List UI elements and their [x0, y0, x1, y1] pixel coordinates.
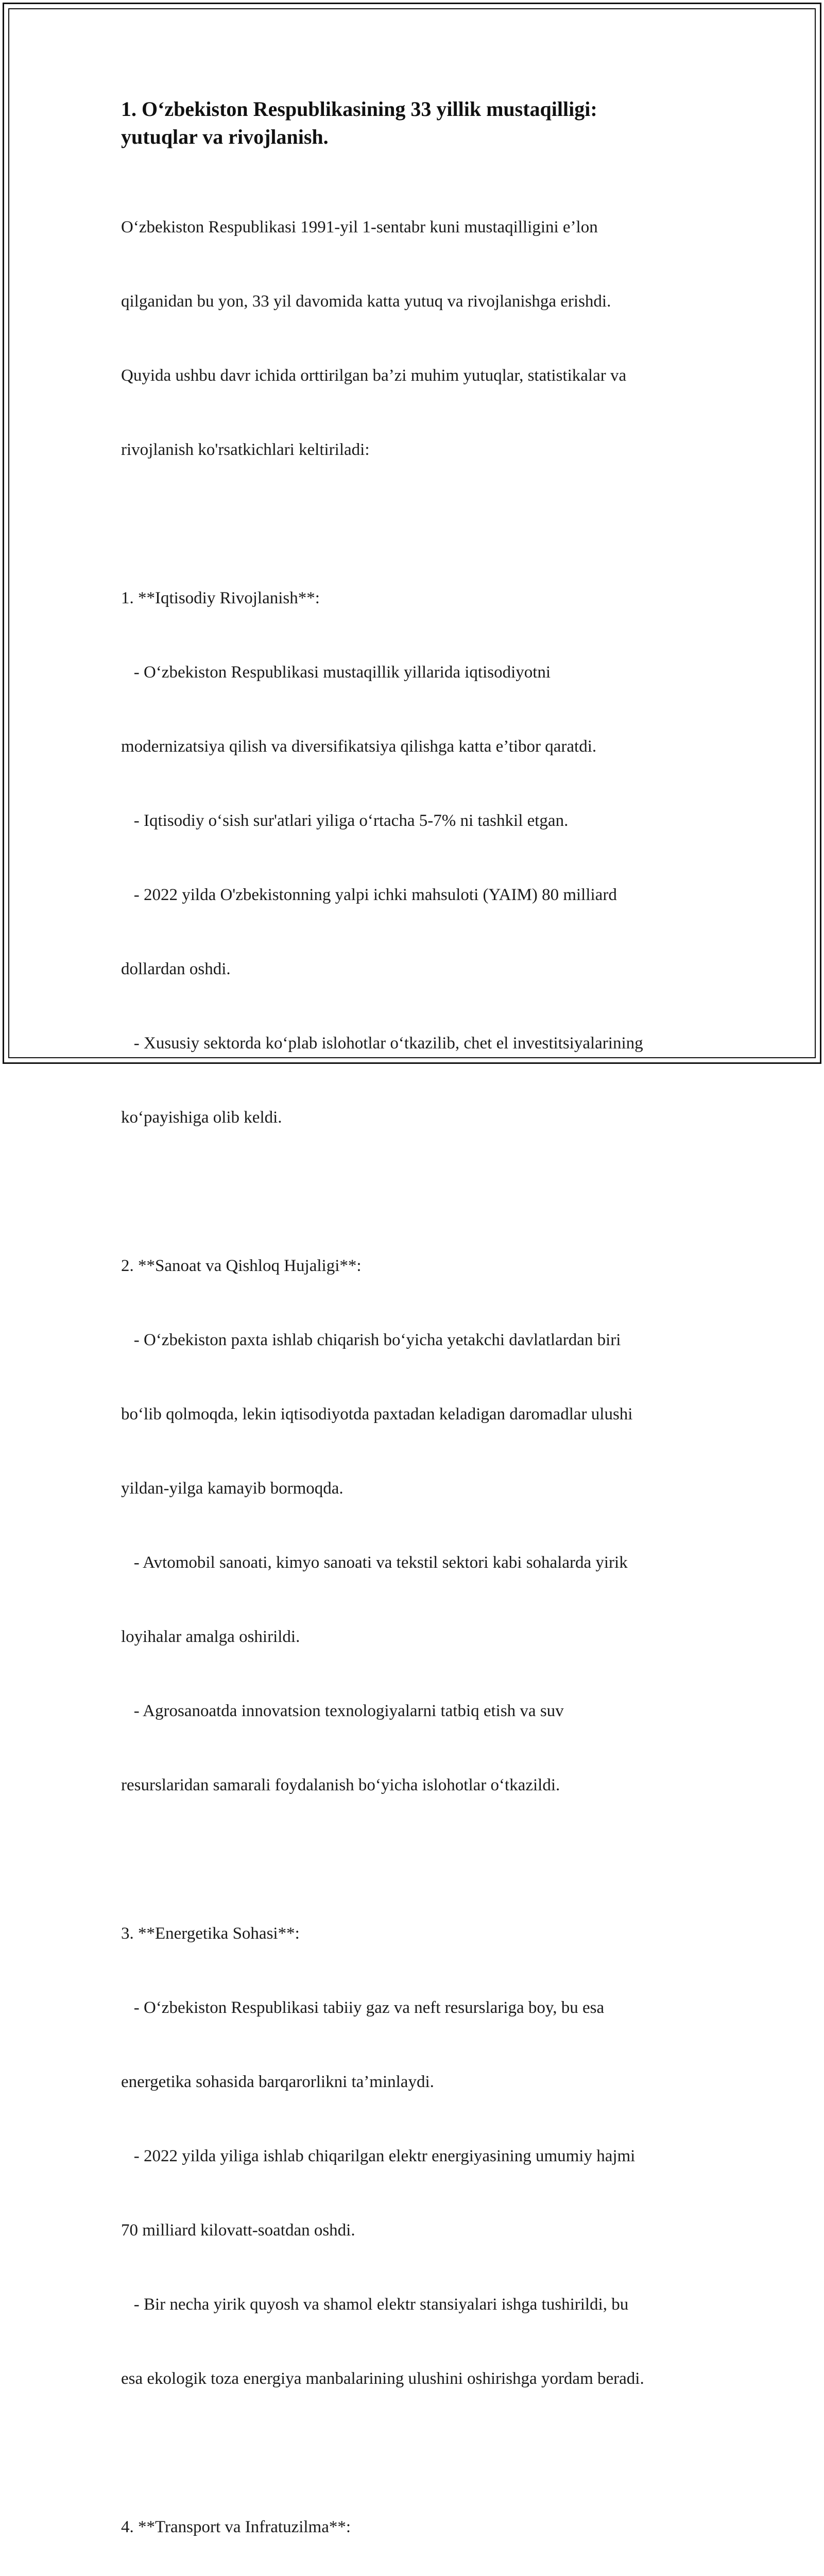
text-line: - Bir necha yirik quyosh va shamol elektr stansiyalari ishga tushirildi, bu — [121, 2295, 629, 2314]
title-line: yutuqlar va rivojlanish. — [121, 125, 329, 148]
section-heading: 2. **Sanoat va Qishloq Hujaligi**: — [121, 1257, 362, 1275]
text-line: - Xususiy sektorda ko‘plab islohotlar o‘tkazilib, chet el investitsiyalarining — [121, 1034, 643, 1053]
text-line: modernizatsiya qilish va diversifikatsiya qilishga katta e’tibor qaratdi. — [121, 737, 597, 756]
blank-line — [121, 512, 718, 536]
section-heading: 1. **Iqtisodiy Rivojlanish**: — [121, 589, 320, 607]
section-heading: 3. **Energetika Sohasi**: — [121, 1924, 300, 1943]
text-line: - O‘zbekiston paxta ishlab chiqarish bo‘yicha yetakchi davlatlardan biri — [121, 1331, 621, 1349]
blank-line — [121, 1847, 718, 1872]
text-line: - Agrosanoatda innovatsion texnologiyalarni tatbiq etish va suv — [121, 1702, 564, 1720]
title-line: 1. O‘zbekiston Respublikasining 33 yillik mustaqilligi: — [121, 97, 597, 121]
document-title — [121, 95, 718, 151]
text-line: bo‘lib qolmoqda, lekin iqtisodiyotda paxtadan keladigan daromadlar ulushi — [121, 1405, 633, 1423]
text-line: 70 milliard kilovatt-soatdan oshdi. — [121, 2221, 355, 2240]
document-text — [121, 165, 718, 2576]
text-line: - 2022 yilda O'zbekistonning yalpi ichki mahsuloti (YAIM) 80 milliard — [121, 886, 617, 904]
section-heading: 4. **Transport va Infratuzilma**: — [121, 2518, 351, 2536]
text-line: esa ekologik toza energiya manbalarining ulushini oshirishga yordam beradi. — [121, 2369, 644, 2388]
text-line: - 2022 yilda yiliga ishlab chiqarilgan elektr energiyasining umumiy hajmi — [121, 2147, 636, 2165]
text-line: qilganidan bu yon, 33 yil davomida katta yutuq va rivojlanishga erishdi. — [121, 292, 611, 311]
document-body — [121, 95, 718, 2576]
text-line: - Avtomobil sanoati, kimyo sanoati va tekstil sektori kabi sohalarda yirik — [121, 1553, 628, 1572]
text-line: - Iqtisodiy o‘sish sur'atlari yiliga o‘rtacha 5-7% ni tashkil etgan. — [121, 811, 569, 830]
text-line: energetika sohasida barqarorlikni ta’minlaydi. — [121, 2073, 434, 2091]
text-line: yildan-yilga kamayib bormoqda. — [121, 1479, 344, 1498]
text-line: rivojlanish ko'rsatkichlari keltiriladi: — [121, 440, 370, 459]
blank-line — [121, 1179, 718, 1204]
text-line: ko‘payishiga olib keldi. — [121, 1108, 282, 1127]
text-line: - O‘zbekiston Respublikasi tabiiy gaz va neft resurslariga boy, bu esa — [121, 1998, 605, 2017]
text-line: resurslaridan samarali foydalanish bo‘yicha islohotlar o‘tkazildi. — [121, 1776, 560, 1794]
text-line: Quyida ushbu davr ichida orttirilgan ba’zi muhim yutuqlar, statistikalar va — [121, 366, 627, 385]
text-line: - O‘zbekiston Respublikasi mustaqillik yillarida iqtisodiyotni — [121, 663, 551, 682]
text-line: O‘zbekiston Respublikasi 1991-yil 1-sentabr kuni mustaqilligini e’lon — [121, 218, 598, 236]
text-line: dollardan oshdi. — [121, 960, 231, 978]
blank-line — [121, 2441, 718, 2465]
text-line: loyihalar amalga oshirildi. — [121, 1628, 300, 1646]
